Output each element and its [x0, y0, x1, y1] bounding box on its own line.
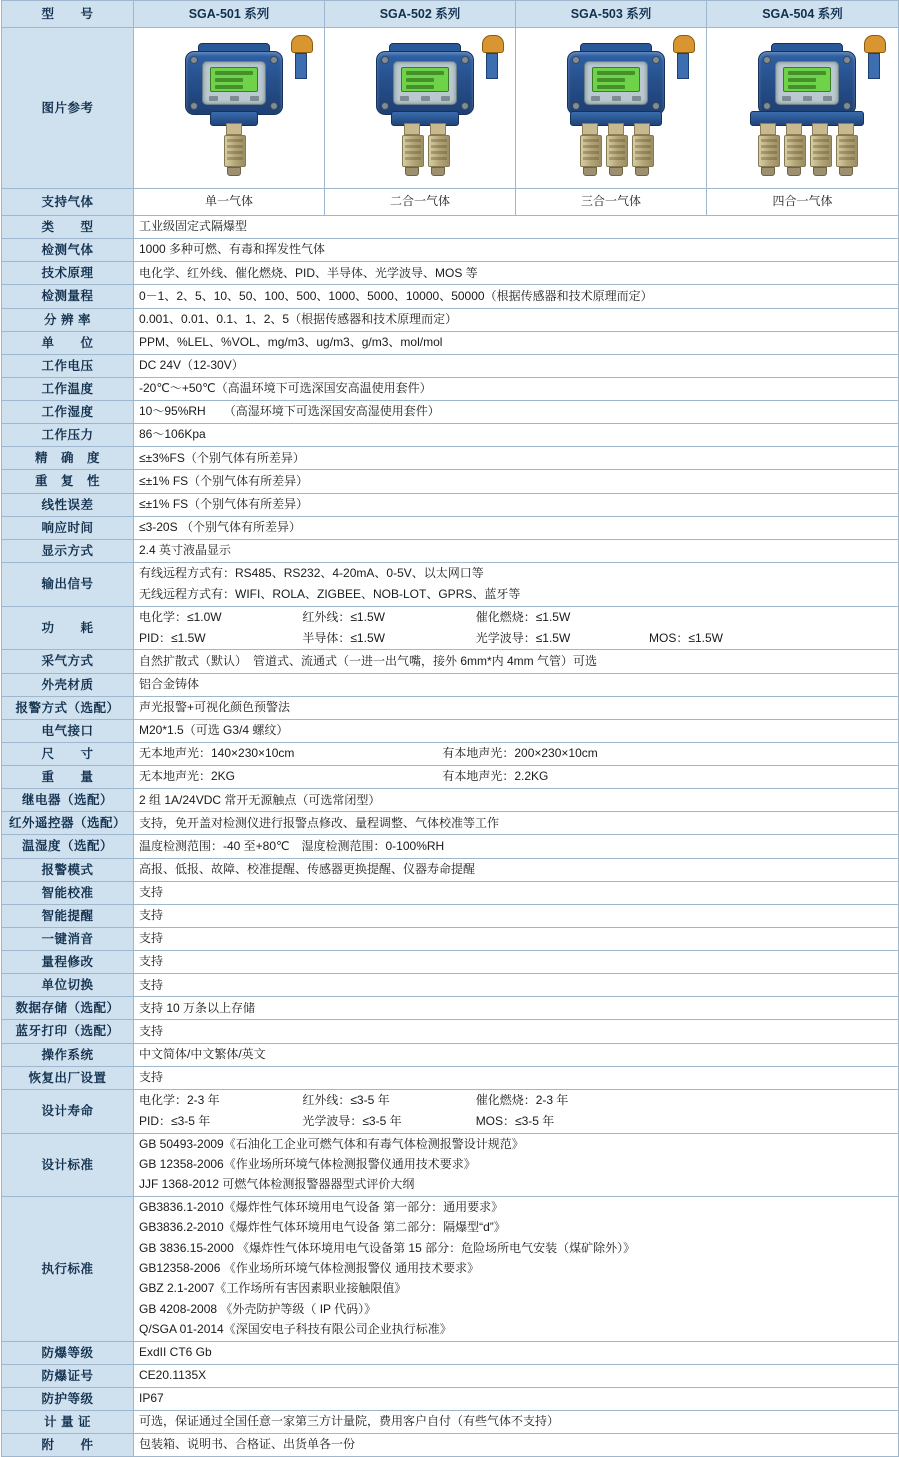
row-value-metrology-certificate: 可选，保证通过全国任意一家第三方计量院，费用客户自付（有些气体不支持）	[134, 1410, 899, 1433]
row-label-image: 图片参考	[2, 28, 134, 189]
sensor-probe	[632, 123, 652, 176]
row-value-bluetooth-print: 支持	[134, 1020, 899, 1043]
output-wireless-line: 无线远程方式有：WIFI、ROLA、ZIGBEE、NOB-LOT、GPRS、蓝牙等	[139, 587, 521, 602]
table-row-display	[2, 539, 899, 562]
sensor-probe	[402, 123, 422, 176]
life-optical-waveguide: 光学波导：≤3-5 年	[302, 1114, 402, 1129]
row-value-ex-rating: ExdII CT6 Gb	[134, 1341, 899, 1364]
output-wired-line: 有线远程方式有：RS485、RS232、4-20mA、0-5V、以太网口等	[139, 565, 484, 580]
row-value-range: 0－1、2、5、10、50、100、500、1000、5000、10000、50000（根据传感器和技术原理而定）	[134, 285, 899, 308]
table-row-smart-reminder	[2, 904, 899, 927]
row-label-bluetooth-print: 蓝牙打印（选配）	[2, 1020, 134, 1043]
row-value-alarm-method: 声光报警+可视化颜色预警法	[134, 696, 899, 719]
row-label-size: 尺 寸	[2, 742, 134, 765]
row-label-response-time: 响应时间	[2, 516, 134, 539]
device-probes	[758, 123, 856, 176]
table-row-power	[2, 606, 899, 650]
row-value-smart-reminder: 支持	[134, 904, 899, 927]
gas-support-503: 三合一气体	[516, 189, 707, 216]
row-label-technology: 技术原理	[2, 262, 134, 285]
table-row-smart-calibration	[2, 881, 899, 904]
table-row-repeatability	[2, 470, 899, 493]
device-image-cell-502	[325, 28, 516, 189]
row-value-type: 工业级固定式隔爆型	[134, 216, 899, 239]
row-label-humidity: 工作湿度	[2, 401, 134, 424]
row-value-accuracy: ≤±3%FS（个别气体有所差异）	[134, 447, 899, 470]
specification-table	[1, 0, 899, 1457]
alarm-beacon-icon	[864, 35, 884, 75]
table-row-pressure	[2, 424, 899, 447]
table-row-weight	[2, 766, 899, 789]
row-value-electrical-interface: M20*1.5（可选 G3/4 螺纹）	[134, 719, 899, 742]
row-value-data-storage: 支持 10 万条以上存储	[134, 997, 899, 1020]
table-row-gas-support	[2, 189, 899, 216]
table-row-ex-certificate	[2, 1364, 899, 1387]
row-value-response-time: ≤3-20S （个别气体有所差异）	[134, 516, 899, 539]
row-label-linearity: 线性误差	[2, 493, 134, 516]
weight-with-alarm: 有本地声光：2.2KG	[442, 769, 549, 784]
table-row-metrology-certificate	[2, 1410, 899, 1433]
row-label-operating-system: 操作系统	[2, 1043, 134, 1066]
row-label-ex-certificate: 防爆证号	[2, 1364, 134, 1387]
table-row-humidity	[2, 401, 899, 424]
gas-support-501: 单一气体	[134, 189, 325, 216]
sensor-probe	[758, 123, 778, 176]
sensor-probe	[810, 123, 830, 176]
table-row-electrical-interface	[2, 719, 899, 742]
row-label-ir-remote: 红外遥控器（选配）	[2, 812, 134, 835]
row-label-smart-calibration: 智能校准	[2, 881, 134, 904]
execution-standard-line: GB3836.1-2010《爆炸性气体环境用电气设备 第一部分：通用要求》	[139, 1199, 504, 1214]
power-optical-waveguide: 光学波导：≤1.5W	[475, 631, 571, 646]
row-value-unit-switch: 支持	[134, 974, 899, 997]
device-probes	[224, 123, 244, 176]
alarm-beacon-icon	[291, 35, 311, 75]
sga-503-device	[521, 33, 711, 183]
execution-standard-line: GB 3836.15-2000 《爆炸性气体环境用电气设备第 15 部分：危险场所电气安装（煤矿除外）》	[139, 1240, 636, 1255]
size-without-alarm: 无本地声光：140×230×10cm	[139, 746, 295, 761]
model-sga-501: SGA-501 系列	[134, 1, 325, 28]
execution-standard-line: Q/SGA 01-2014《深国安电子科技有限公司企业执行标准》	[139, 1322, 452, 1337]
table-row-relay	[2, 789, 899, 812]
sensor-probe	[224, 123, 244, 176]
row-label-range: 检测量程	[2, 285, 134, 308]
row-value-operating-system: 中文简体/中文繁体/英文	[134, 1043, 899, 1066]
row-label-design-life: 设计寿命	[2, 1089, 134, 1133]
execution-standard-line: GB12358-2006 《作业场所环境气体检测报警仪 通用技术要求》	[139, 1260, 480, 1275]
table-row-output-signal	[2, 562, 899, 606]
row-value-shell-material: 铝合金铸体	[134, 673, 899, 696]
table-row-bluetooth-print	[2, 1020, 899, 1043]
row-label-resolution: 分 辨 率	[2, 308, 134, 331]
row-value-range-modify: 支持	[134, 951, 899, 974]
table-row-execution-standard	[2, 1196, 899, 1341]
row-label-factory-reset: 恢复出厂设置	[2, 1066, 134, 1089]
design-standard-line: GB 12358-2006《作业场所环境气体检测报警仪通用技术要求》	[139, 1156, 476, 1171]
row-label-execution-standard: 执行标准	[2, 1196, 134, 1341]
row-value-display: 2.4 英寸液晶显示	[134, 539, 899, 562]
row-value-size	[134, 742, 899, 765]
row-label-one-key-mute: 一键消音	[2, 927, 134, 950]
row-value-alarm-mode: 高报、低报、故障、校准提醒、传感器更换提醒、仪器寿命提醒	[134, 858, 899, 881]
table-row-model	[2, 1, 899, 28]
device-faceplate	[584, 61, 648, 105]
sga-502-device	[330, 33, 520, 183]
gas-support-502: 二合一气体	[325, 189, 516, 216]
row-label-unit: 单 位	[2, 331, 134, 354]
alarm-beacon-icon	[673, 35, 693, 75]
power-catalytic: 催化燃烧：≤1.5W	[475, 609, 571, 624]
row-label-relay: 继电器（选配）	[2, 789, 134, 812]
row-value-relay: 2 组 1A/24VDC 常开无源触点（可选常闭型）	[134, 789, 899, 812]
table-row-voltage	[2, 354, 899, 377]
device-faceplate	[393, 61, 457, 105]
row-value-design-standard	[134, 1133, 899, 1196]
row-label-detect-gas: 检测气体	[2, 239, 134, 262]
row-value-temp-humidity-option: 温度检测范围：-40 至+80℃ 湿度检测范围：0-100%RH	[134, 835, 899, 858]
row-label-model: 型 号	[2, 1, 134, 28]
row-label-display: 显示方式	[2, 539, 134, 562]
device-buttons	[782, 96, 832, 101]
sensor-probe	[836, 123, 856, 176]
row-value-technology: 电化学、红外线、催化燃烧、PID、半导体、光学波导、MOS 等	[134, 262, 899, 285]
row-value-detect-gas: 1000 多种可燃、有毒和挥发性气体	[134, 239, 899, 262]
row-value-linearity: ≤±1% FS（个别气体有所差异）	[134, 493, 899, 516]
power-line-1	[139, 609, 893, 626]
device-display-icon	[783, 67, 831, 92]
table-row-operating-system	[2, 1043, 899, 1066]
table-row-ip-rating	[2, 1387, 899, 1410]
device-probes	[580, 123, 652, 176]
row-label-alarm-method: 报警方式（选配）	[2, 696, 134, 719]
device-faceplate	[202, 61, 266, 105]
row-value-voltage: DC 24V（12-30V）	[134, 354, 899, 377]
row-label-alarm-mode: 报警模式	[2, 858, 134, 881]
row-label-weight: 重 量	[2, 766, 134, 789]
table-row-linearity	[2, 493, 899, 516]
alarm-beacon-icon	[482, 35, 502, 75]
row-value-pressure: 86～106Kpa	[134, 424, 899, 447]
row-value-temperature: -20℃～+50℃（高温环境下可选深国安高温使用套件）	[134, 377, 899, 400]
row-value-one-key-mute: 支持	[134, 927, 899, 950]
device-housing	[185, 51, 283, 115]
device-housing	[567, 51, 665, 115]
device-image-cell-503	[516, 28, 707, 189]
design-standard-line: GB 50493-2009《石油化工企业可燃气体和有毒气体检测报警设计规范》	[139, 1136, 524, 1151]
size-with-alarm: 有本地声光：200×230×10cm	[442, 746, 598, 761]
row-label-ip-rating: 防护等级	[2, 1387, 134, 1410]
table-row-ex-rating	[2, 1341, 899, 1364]
row-value-design-life	[134, 1089, 899, 1133]
table-row-range	[2, 285, 899, 308]
table-row-type	[2, 216, 899, 239]
table-row-alarm-mode	[2, 858, 899, 881]
device-display-icon	[592, 67, 640, 92]
row-value-execution-standard	[134, 1196, 899, 1341]
table-row-unit	[2, 331, 899, 354]
power-line-2	[139, 626, 893, 647]
row-label-accuracy: 精 确 度	[2, 447, 134, 470]
row-value-ex-certificate: CE20.1135X	[134, 1364, 899, 1387]
row-value-factory-reset: 支持	[134, 1066, 899, 1089]
power-mos: MOS：≤1.5W	[649, 631, 723, 646]
table-row-technology	[2, 262, 899, 285]
table-row-images	[2, 28, 899, 189]
row-value-ir-remote: 支持，免开盖对检测仪进行报警点修改、量程调整、气体校准等工作	[134, 812, 899, 835]
sga-501-device	[139, 33, 329, 183]
table-row-factory-reset	[2, 1066, 899, 1089]
power-electrochemical: 电化学：≤1.0W	[139, 609, 222, 624]
row-label-repeatability: 重 复 性	[2, 470, 134, 493]
row-value-smart-calibration: 支持	[134, 881, 899, 904]
sensor-probe	[580, 123, 600, 176]
table-row-data-storage	[2, 997, 899, 1020]
execution-standard-line: GB 4208-2008 《外壳防护等级（ IP 代码）》	[139, 1301, 377, 1316]
power-semiconductor: 半导体：≤1.5W	[302, 631, 385, 646]
row-value-output-signal	[134, 562, 899, 606]
row-label-type: 类 型	[2, 216, 134, 239]
table-row-design-standard	[2, 1133, 899, 1196]
table-row-shell-material	[2, 673, 899, 696]
row-value-humidity: 10～95%RH （高湿环境下可选深国安高湿使用套件）	[134, 401, 899, 424]
table-row-alarm-method	[2, 696, 899, 719]
device-buttons	[209, 96, 259, 101]
table-row-accuracy	[2, 447, 899, 470]
device-image-cell-501	[134, 28, 325, 189]
execution-standard-line: GBZ 2.1-2007《工作场所有害因素职业接触限值》	[139, 1281, 407, 1296]
model-sga-503: SGA-503 系列	[516, 1, 707, 28]
row-value-power	[134, 606, 899, 650]
row-value-ip-rating: IP67	[134, 1387, 899, 1410]
power-infrared: 红外线：≤1.5W	[302, 609, 385, 624]
row-value-accessories: 包装箱、说明书、合格证、出货单各一份	[134, 1434, 899, 1457]
table-row-unit-switch	[2, 974, 899, 997]
life-electrochemical: 电化学：2-3 年	[139, 1092, 220, 1107]
row-label-accessories: 附 件	[2, 1434, 134, 1457]
gas-support-504: 四合一气体	[707, 189, 899, 216]
row-label-pressure: 工作压力	[2, 424, 134, 447]
row-label-temp-humidity-option: 温湿度（选配）	[2, 835, 134, 858]
model-sga-502: SGA-502 系列	[325, 1, 516, 28]
row-label-unit-switch: 单位切换	[2, 974, 134, 997]
model-sga-504: SGA-504 系列	[707, 1, 899, 28]
row-value-resolution: 0.001、0.01、0.1、1、2、5（根据传感器和技术原理而定）	[134, 308, 899, 331]
table-row-ir-remote	[2, 812, 899, 835]
table-row-resolution	[2, 308, 899, 331]
sensor-probe	[428, 123, 448, 176]
design-standard-line: JJF 1368-2012 可燃气体检测报警器器型式评价大纲	[139, 1177, 415, 1192]
table-row-detect-gas	[2, 239, 899, 262]
row-value-weight	[134, 766, 899, 789]
row-label-data-storage: 数据存储（选配）	[2, 997, 134, 1020]
table-row-response-time	[2, 516, 899, 539]
device-display-icon	[401, 67, 449, 92]
table-row-one-key-mute	[2, 927, 899, 950]
device-buttons	[591, 96, 641, 101]
row-label-output-signal: 输出信号	[2, 562, 134, 606]
life-infrared: 红外线：≤3-5 年	[302, 1092, 390, 1107]
row-label-power: 功 耗	[2, 606, 134, 650]
life-line-2	[139, 1109, 893, 1130]
table-row-sampling	[2, 650, 899, 673]
row-label-sampling: 采气方式	[2, 650, 134, 673]
life-line-1	[139, 1092, 893, 1109]
sga-504-device	[712, 33, 899, 183]
table-row-design-life	[2, 1089, 899, 1133]
table-row-temperature	[2, 377, 899, 400]
row-value-sampling: 自然扩散式（默认） 管道式、流通式（一进一出气嘴，接外 6mm*内 4mm 气管）可选	[134, 650, 899, 673]
power-pid: PID：≤1.5W	[139, 631, 206, 646]
row-value-unit: PPM、%LEL、%VOL、mg/m3、ug/m3、g/m3、mol/mol	[134, 331, 899, 354]
life-mos: MOS：≤3-5 年	[475, 1114, 555, 1129]
row-label-gas-support: 支持气体	[2, 189, 134, 216]
row-label-temperature: 工作温度	[2, 377, 134, 400]
device-display-icon	[210, 67, 258, 92]
sensor-probe	[784, 123, 804, 176]
row-label-voltage: 工作电压	[2, 354, 134, 377]
device-faceplate	[775, 61, 839, 105]
device-housing	[758, 51, 856, 115]
device-buttons	[400, 96, 450, 101]
life-catalytic: 催化燃烧：2-3 年	[475, 1092, 569, 1107]
row-label-ex-rating: 防爆等级	[2, 1341, 134, 1364]
row-label-shell-material: 外壳材质	[2, 673, 134, 696]
row-label-smart-reminder: 智能提醒	[2, 904, 134, 927]
row-label-electrical-interface: 电气接口	[2, 719, 134, 742]
table-row-temp-humidity-option	[2, 835, 899, 858]
device-probes	[402, 123, 448, 176]
device-image-cell-504	[707, 28, 899, 189]
device-housing	[376, 51, 474, 115]
row-label-design-standard: 设计标准	[2, 1133, 134, 1196]
sensor-probe	[606, 123, 626, 176]
life-pid: PID：≤3-5 年	[139, 1114, 211, 1129]
row-label-metrology-certificate: 计 量 证	[2, 1410, 134, 1433]
table-row-range-modify	[2, 951, 899, 974]
row-value-repeatability: ≤±1% FS（个别气体有所差异）	[134, 470, 899, 493]
weight-without-alarm: 无本地声光：2KG	[139, 769, 236, 784]
execution-standard-line: GB3836.2-2010《爆炸性气体环境用电气设备 第二部分：隔爆型“d”》	[139, 1220, 506, 1235]
table-row-accessories	[2, 1434, 899, 1457]
row-label-range-modify: 量程修改	[2, 951, 134, 974]
table-row-size	[2, 742, 899, 765]
